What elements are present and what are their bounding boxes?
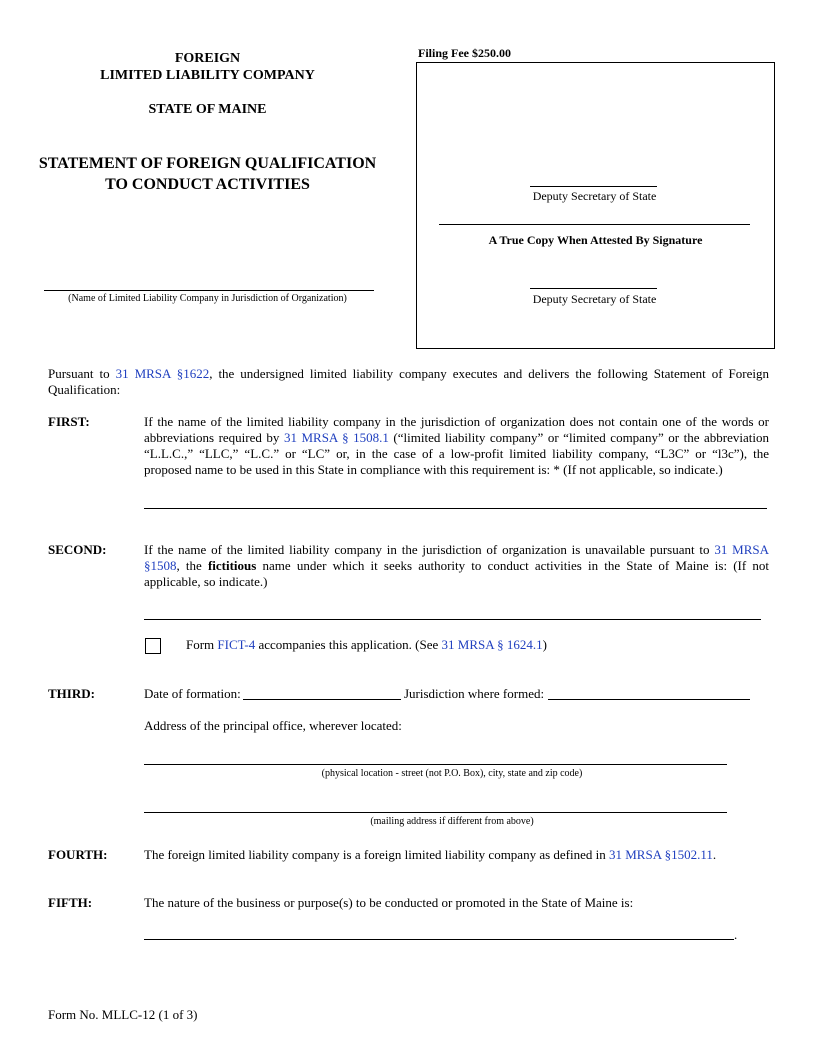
first-statute-link[interactable]: 31 MRSA § 1508.1 (283, 430, 389, 445)
business-purpose-end-mark: . (734, 927, 738, 942)
date-of-formation-label: Date of formation: (144, 686, 241, 701)
first-paragraph: If the name of the limited liability company in the jurisdiction of organization does not contain one of the words or abbreviations required by 31 MRSA § 1508.1 (“limited liability company” or “limited company” or the abbreviation “L.L.C.,” “LLC,” “L.C.” or “LC” or, in the case of a low-profit limited liability company, “L3C” or “l3c”), the proposed name to be used in this State in compliance with this requirement is: * (If not applicable, so indicate.) (144, 414, 769, 477)
attest-line (439, 224, 750, 225)
fifth-paragraph: The nature of the business or purpose(s) to be conducted or promoted in the State of Maine is: (144, 895, 634, 910)
jurisdiction-field[interactable] (548, 699, 750, 700)
jurisdiction-label: Jurisdiction where formed: (404, 686, 545, 701)
mailing-address-line[interactable] (144, 812, 727, 813)
second-statute-link[interactable]: 31 MRSA §1508 (144, 542, 769, 573)
intro-paragraph: Pursuant to 31 MRSA §1622, the undersigned limited liability company executes and delivers the following Statement of Foreign Qualification: (48, 366, 769, 397)
deputy-label-2: Deputy Secretary of State (532, 292, 657, 306)
fict4-checkbox[interactable] (145, 638, 161, 654)
form-heading-llc: LIMITED LIABILITY COMPANY (100, 68, 315, 83)
deputy-signature-line-2 (530, 288, 657, 289)
physical-address-line[interactable] (144, 764, 727, 765)
llc-name-line[interactable] (44, 290, 374, 291)
date-of-formation-field[interactable] (243, 699, 401, 700)
page-title: STATEMENT OF FOREIGN QUALIFICATION (38, 155, 377, 172)
page-subtitle: TO CONDUCT ACTIVITIES (105, 176, 310, 193)
true-copy-label: A True Copy When Attested By Signature (488, 233, 703, 247)
intro-statute-link[interactable]: 31 MRSA §1622 (115, 366, 210, 381)
third-label: THIRD: (48, 686, 95, 701)
form-heading-foreign: FOREIGN (174, 51, 241, 66)
fict4-statute-link[interactable]: 31 MRSA § 1624.1 (441, 637, 543, 652)
llc-name-caption: (Name of Limited Liability Company in Jurisdiction of Organization) (68, 293, 347, 304)
mailing-address-caption: (mailing address if different from above) (370, 816, 534, 827)
proposed-name-line[interactable] (144, 508, 767, 509)
fourth-statute-link[interactable]: 31 MRSA §1502.11 (609, 847, 713, 862)
principal-office-label: Address of the principal office, wherever located: (144, 718, 402, 733)
first-label: FIRST: (48, 414, 90, 429)
business-purpose-line[interactable] (144, 939, 734, 940)
second-label: SECOND: (48, 542, 107, 557)
fourth-paragraph: The foreign limited liability company is a foreign limited liability company as defined in 31 MRSA §1502.11. (144, 847, 717, 862)
filing-box (416, 62, 775, 349)
fict4-text: Form FICT-4 accompanies this application. (See 31 MRSA § 1624.1) (186, 637, 547, 652)
fictitious-name-line[interactable] (144, 619, 761, 620)
fourth-label: FOURTH: (48, 847, 108, 862)
form-number: Form No. MLLC-12 (1 of 3) (48, 1007, 198, 1022)
physical-address-caption: (physical location - street (not P.O. Box), city, state and zip code) (321, 768, 583, 779)
fifth-label: FIFTH: (48, 895, 93, 910)
deputy-signature-line-1 (530, 186, 657, 187)
filing-fee: Filing Fee $250.00 (418, 46, 511, 60)
state-heading: STATE OF MAINE (148, 102, 267, 117)
deputy-label-1: Deputy Secretary of State (532, 189, 657, 203)
fict4-form-link[interactable]: FICT-4 (217, 637, 256, 652)
second-paragraph: If the name of the limited liability company in the jurisdiction of organization is unavailable pursuant to 31 MRSA §1508, the fictitious name under which it seeks authority to conduct activities in the State of Maine is: (If not applicable, so indicate.) (144, 542, 769, 589)
